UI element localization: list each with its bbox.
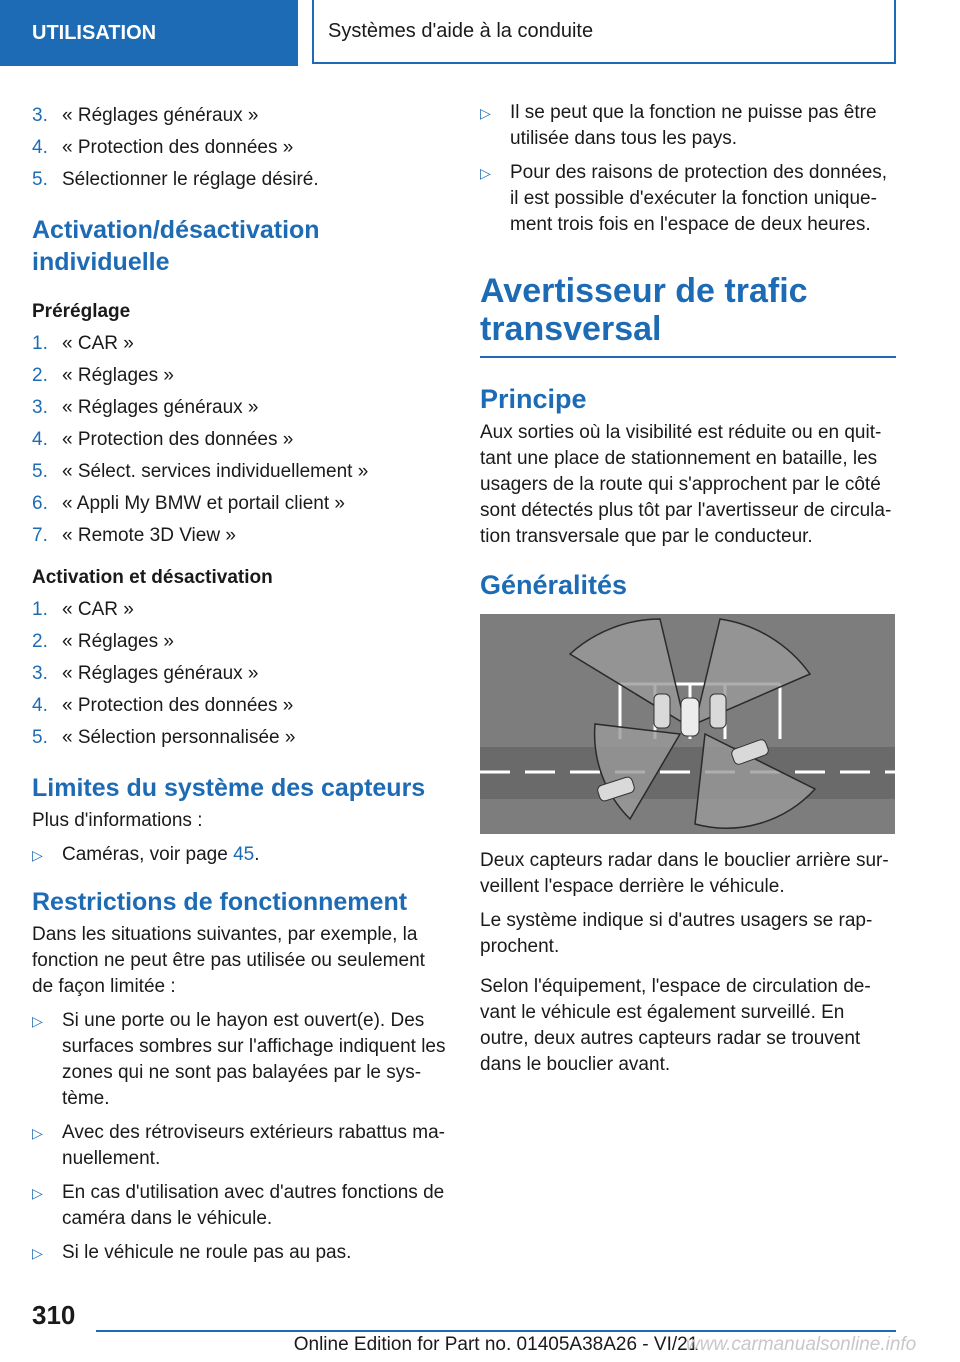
list-item [32,424,448,456]
section-tab: UTILISATION [0,0,298,66]
bullets-limites [32,842,448,868]
step-number: 2. [32,631,48,652]
steps-list-top [32,100,448,196]
watermark: www.carmanualsonline.info [686,1334,917,1355]
triangle-right-icon: ▷ [480,105,491,121]
triangle-right-icon: ▷ [32,1125,43,1141]
paragraph-restrictions: Dans les situations suivantes, par exemple, la fonction ne peut être pas utilisée ou seulement de façon limitée : [32,924,425,997]
step-text: « Réglages généraux » [62,105,259,126]
radar-zones-svg [480,614,895,834]
heading-activation-individuelle: Activation/désactivation individuelle [32,216,320,276]
triangle-right-icon: ▷ [32,1013,43,1029]
step-number: 5. [32,169,48,190]
step-number: 6. [32,493,48,514]
step-number: 3. [32,397,48,418]
step-text: « Protection des données » [62,137,294,158]
bullet-text: Avec des rétroviseurs extérieurs rabattus manuellement. [62,1122,445,1169]
list-item [480,100,896,152]
triangle-right-icon: ▷ [32,847,43,863]
step-text: « Protection des données » [62,429,294,450]
steps-list-prereglage [32,328,448,552]
step-text: « Protection des données » [62,695,294,716]
list-item [480,160,896,238]
paragraph-principe: Aux sorties où la visibilité est réduite ou en quittant une place de stationnement en bataille, les usagers de la route qui s'approchent par le côté sont détectés plus tôt par l'avertisseur de circulation transversale que par le conducteur. [480,422,892,547]
step-number: 1. [32,599,48,620]
list-item [32,658,448,690]
heading-generalites: Généralités [480,570,628,600]
bullet-text: Si le véhicule ne roule pas au pas. [62,1242,352,1263]
step-text: « Sélect. services individuellement » [62,461,369,482]
heading-principe: Principe [480,384,587,414]
step-number: 4. [32,695,48,716]
list-item [32,1008,448,1112]
list-item [32,1120,448,1172]
step-text: « Réglages généraux » [62,397,259,418]
step-number: 1. [32,333,48,354]
step-number: 4. [32,137,48,158]
edition-text: Online Edition for Part no. 01405A38A26 - VI/21 [293,1334,699,1355]
list-item [32,690,448,722]
paragraph-equipement: Selon l'équipement, l'espace de circulation devant le véhicule est également surveillé. En outre, deux autres capteurs radar se trouvent dans le bouclier avant. [480,976,871,1075]
step-number: 5. [32,461,48,482]
triangle-right-icon: ▷ [32,1185,43,1201]
step-text: « CAR » [62,599,134,620]
step-text: « Sélection personnalisée » [62,727,296,748]
bullets-restrictions [32,1008,448,1266]
bullet-text: Pour des raisons de protection des données, il est possible d'exécuter la fonction uniquement trois fois en l'espace de deux heures. [510,162,888,235]
footer-divider [96,1330,896,1332]
page-header [0,0,960,66]
steps-list-activation [32,594,448,754]
paragraph-systeme: Le système indique si d'autres usagers se rapprochent. [480,910,873,957]
step-number: 5. [32,727,48,748]
bullet-text: Si une porte ou le hayon est ouvert(e). Des surfaces sombres sur l'affichage indiquent les zones qui ne sont pas balayées par le système. [62,1010,446,1109]
cross-traffic-illustration [480,614,895,834]
list-item [32,520,448,552]
heading-limites: Limites du système des capteurs [32,774,426,802]
list-item [32,488,448,520]
bullets-top-right [480,100,896,238]
heading-prereglage: Préréglage [32,301,131,322]
triangle-right-icon: ▷ [32,1245,43,1261]
list-item [32,456,448,488]
triangle-right-icon: ▷ [480,165,491,181]
step-text: « Réglages » [62,365,174,386]
chapter-heading: Avertisseur de trafic transversal [480,272,896,358]
bullet-text: Il se peut que la fonction ne puisse pas être utilisée dans tous les pays. [510,102,877,149]
step-text: « CAR » [62,333,134,354]
list-item [32,1240,448,1266]
step-text: Sélectionner le réglage désiré. [62,169,319,190]
list-item: ▷ Caméras, voir page 45. [32,842,448,868]
step-number: 2. [32,365,48,386]
right-column [480,100,896,1078]
step-text: « Réglages » [62,631,174,652]
list-item [32,100,448,132]
list-item [32,392,448,424]
list-item [32,594,448,626]
bullet-text: En cas d'utilisation avec d'autres fonctions de caméra dans le véhicule. [62,1182,445,1229]
page-number: 310 [32,1300,76,1330]
step-number: 4. [32,429,48,450]
page-link[interactable]: 45 [233,844,255,865]
list-item [32,1180,448,1232]
paragraph-capteurs: Deux capteurs radar dans le bouclier arrière surveillent l'espace derrière le véhicule. [480,850,889,897]
list-item [32,328,448,360]
chapter-tab: Systèmes d'aide à la conduite [312,0,896,64]
step-number: 3. [32,105,48,126]
list-item [32,132,448,164]
heading-activation-desactivation: Activation et désactivation [32,567,273,588]
list-item [32,164,448,196]
list-item [32,722,448,754]
step-number: 7. [32,525,48,546]
left-column [32,100,448,1274]
step-text: « Appli My BMW et portail client » [62,493,345,514]
step-text: « Remote 3D View » [62,525,236,546]
step-number: 3. [32,663,48,684]
list-item [32,626,448,658]
heading-restrictions: Restrictions de fonctionnement [32,888,408,916]
list-item [32,360,448,392]
paragraph-plus-infos: Plus d'informations : [32,810,203,831]
step-text: « Réglages généraux » [62,663,259,684]
